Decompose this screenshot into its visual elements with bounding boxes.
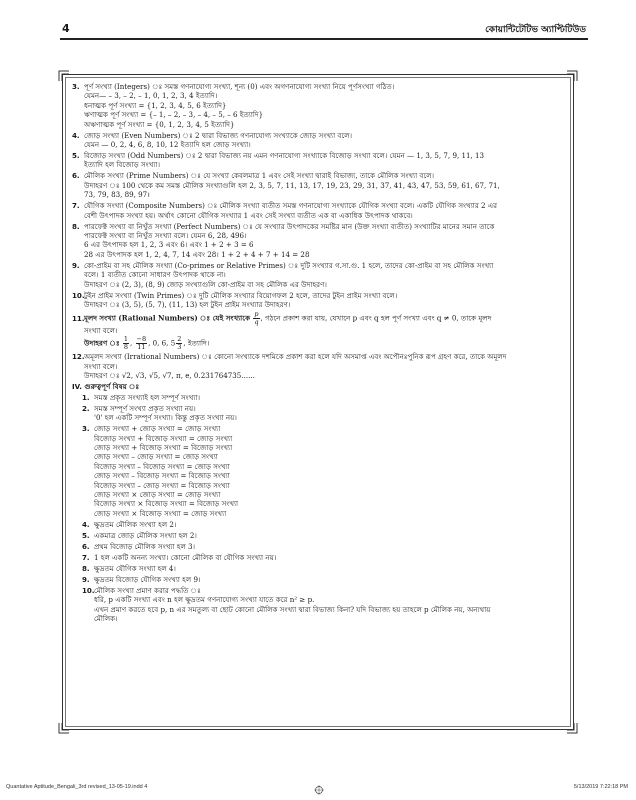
item-text: যেমন— – 3, – 2, – 1, 0, 1, 2, 3, 4 ইত্যাদি। [84, 91, 218, 101]
corner-ornament-top-left [58, 70, 70, 82]
item-text: প্রথম বিজোড় মৌলিক সংখ্যা হল 3। [94, 541, 196, 551]
item-text: ঋণাত্মক পূর্ণ সংখ্যা = {– 1, – 2, – 3, – 4, – 5, – 6 ইত্যাদি} [84, 110, 264, 120]
list-item [82, 531, 566, 540]
item-number: 9. [72, 260, 80, 270]
corner-ornament-top-right [566, 70, 578, 82]
item-number: 8. [82, 563, 90, 573]
item-text: অমূলদ সংখ্যা (Irrational Numbers) ঃ কোনো সংখ্যাকে দশমিকে প্রকাশ করা হলে যদি অসমাপ্ত এবং অপৌনঃপুনিক রূপ গ্রহণ করে, তাকে অমূলদ [84, 352, 507, 362]
item-number: 7. [72, 201, 80, 211]
item-number: 11. [72, 313, 85, 323]
item-text: যেমন — 0, 2, 4, 6, 8, 10, 12 ইত্যাদি হল জোড় সংখ্যা। [84, 140, 251, 150]
item-text: মৌলিক। [94, 614, 118, 623]
list-item [82, 564, 566, 573]
item-text: এখন প্রমাণ করতে হবে p, n এর সমতুল্য বা ছোট কোনো মৌলিক সংখ্যা দ্বারা বিভাজ্য কিনা? যদি বিভাজ্য হয় তাহলে p মৌলিক নয়, অন্যথায় [94, 604, 491, 614]
item-text: ধরি, p একটি সংখ্যা এবং n হল ক্ষুদ্রতম গণনাযোগ্য সংখ্যা যাতে করে n² ≥ p. [94, 595, 315, 605]
list-item [82, 404, 566, 423]
running-head: কোয়ান্টিটেটিভ অ্যাপ্টিটিউড [485, 25, 586, 35]
list-item [82, 586, 566, 624]
item-number: 9. [82, 574, 90, 584]
item-text: সংখ্যা বলে। [84, 326, 118, 336]
item-text: সমস্ত প্রকৃত সংখ্যাই হল সম্পূর্ণ সংখ্যা। [94, 392, 201, 402]
item-text: ক্ষুদ্রতম মৌলিক সংখ্যা হল 2। [94, 519, 177, 529]
item-text: ইত্যাদি হল বিজোড় সংখ্যা। [84, 160, 161, 170]
item-number: 5. [72, 151, 80, 161]
item-text: পারফেক্ট সংখ্যা বা নিখুঁত সংখ্যা (Perfect Numbers) ঃ যে সংখ্যার উৎপাদকের সমষ্টির মান (উক্ত সংখ্যা ব্যতীত) সংখ্যাটির মানের সমান তাকে [84, 221, 495, 231]
item-text: '0' হল একটি সম্পূর্ণ সংখ্যা। কিন্তু প্রকৃত সংখ্যা নয়। [94, 413, 237, 423]
fraction-neg8-11: $\frac{-8}{11}$ [136, 334, 147, 351]
item-text: কো-প্রাইম বা সহ মৌলিক সংখ্যা (Co-primes or Relative Primes) ঃ দুটি সংখ্যার গ.সা.গু. 1 হলে, তাদের কো-প্রাইম বা সহ মৌলিক সংখ্যা [84, 260, 494, 270]
item-number: 8. [72, 221, 80, 231]
list-item [82, 553, 566, 562]
item-text: 28 এর উৎপাদক হল 1, 2, 4, 7, 14 এবং 28। 1 + 2 + 4 + 7 + 14 = 28 [84, 249, 310, 259]
item-text: পারফেক্ট সংখ্যা বা নিখুঁত সংখ্যা বলে। যেমন 6, 28, 496। [84, 231, 247, 241]
item-text: জোড় সংখ্যা – বিজোড় সংখ্যা = বিজোড় সংখ্যা [94, 471, 230, 481]
list-item [72, 171, 566, 199]
corner-ornament-bottom-right [566, 722, 578, 734]
item-text: বলে। 1 ব্যতীত কোনো সাধারণ উৎপাদক থাকে না। [84, 270, 226, 280]
item-text: জোড় সংখ্যা (Even Numbers) ঃ 2 দ্বারা বিভাজ্য গণনাযোগ্য সংখ্যাকে জোড় সংখ্যা বলে। [84, 130, 353, 140]
example-line: উদাহরণ ঃ √2, √3, √5, √7, π, e, 0.231764735...... [84, 370, 255, 380]
list-item [82, 520, 566, 529]
definitions-list [72, 82, 566, 310]
item-text: বিজোড় সংখ্যা × বিজোড় সংখ্যা = বিজোড় সংখ্যা [94, 499, 239, 509]
item-number: 10. [82, 585, 95, 595]
footer-timestamp: 5/13/2019 7:22:18 PM [573, 784, 628, 790]
list-item [82, 393, 566, 402]
definition-item-12 [72, 352, 566, 380]
item-text: 1 হল একটি অনন্য সংখ্যা। কোনো মৌলিক বা যৌগিক সংখ্যা নয়। [94, 552, 277, 562]
item-number: 5. [82, 530, 90, 540]
item-number: 10. [72, 290, 85, 300]
item-number: 2. [82, 403, 90, 413]
item-text: , গঠনে প্রকাশ করা যায়, যেখানে p এবং q হল পূর্ণ সংখ্যা এবং q ≠ 0, তাকে মূলদ [260, 313, 492, 323]
item-number: 3. [72, 82, 80, 91]
page-number: 4 [62, 22, 70, 35]
item-number: 3. [82, 424, 90, 434]
fraction-p-q: $\frac{p}{q}$ [254, 310, 259, 327]
item-text: ক্ষুদ্রতম যৌগিক সংখ্যা হল 4। [94, 563, 176, 573]
item-text: যৌগিক সংখ্যা (Composite Numbers) ঃ মৌলিক সংখ্যা ব্যতীত সমস্ত গণনাযোগ্য সংখ্যাকে যৌগিক সংখ্যা বলে। একটি যৌগিক সংখ্যার 2 এর [84, 201, 498, 211]
item-text: বিজোড় সংখ্যা – জোড় সংখ্যা = বিজোড় সংখ্যা [94, 480, 230, 490]
registration-mark-icon [314, 780, 324, 790]
list-item [82, 424, 566, 518]
item-text: সমস্ত সম্পূর্ণ সংখ্যা প্রকৃত সংখ্যা নয়। [94, 403, 196, 413]
item-text: সংখ্যা বলে। [84, 361, 118, 371]
item-text: মৌলিক সংখ্যা প্রমাণ করার পদ্ধতি ঃ [94, 585, 201, 595]
item-text: বিজোড় সংখ্যা – বিজোড় সংখ্যা = জোড় সংখ্যা [94, 461, 230, 471]
corner-ornament-bottom-left [58, 722, 70, 734]
item-text: বিজোড় সংখ্যা + বিজোড় সংখ্যা = জোড় সংখ্যা [94, 433, 233, 443]
fraction-1-8: $\frac{1}{8}$ [123, 334, 129, 351]
footer-file-info: Quantative Aptitude_Bengali_3rd revised_13-05-19.indd 4 [6, 784, 148, 790]
item-text: অঋণাত্মক পূর্ণ সংখ্যা = {0, 1, 2, 3, 4, 5 ইত্যাদি} [84, 119, 235, 129]
list-item [72, 131, 566, 150]
page-header [0, 0, 636, 44]
item-number: 7. [82, 552, 90, 562]
item-text: ক্ষুদ্রতম বিজোড় যৌগিক সংখ্যা হল 9। [94, 574, 201, 584]
list-item [82, 575, 566, 584]
list-item [72, 291, 566, 310]
item-text: 6 এর উৎপাদক হল 1, 2, 3 এবং 6। এবং 1 + 2 + 3 = 6 [84, 240, 254, 250]
item-text: বেশী উৎপাদক সংখ্যা হয়। অর্থাৎ কোনো যৌগিক সংখ্যার 1 এবং সেই সংখ্যা ব্যতীত এক বা একাধিক উৎপাদক থাকবে। [84, 210, 413, 220]
example-line: উদাহরণ ঃ $\frac{1}{8}$ , $\frac{-8}{11}$ , 0, 6, 5 $\frac{2}{3}$ , ইত্যাদি। [84, 334, 210, 351]
item-text: জোড় সংখ্যা + বিজোড় সংখ্যা = বিজোড় সংখ্যা [94, 442, 233, 452]
fraction-2-3: $\frac{2}{3}$ [177, 334, 182, 351]
list-item [72, 201, 566, 220]
item-number: 12. [72, 352, 85, 362]
item-text: মৌলিক সংখ্যা (Prime Numbers) ঃ যে সংখ্যা কেবলমাত্র 1 এবং সেই সংখ্যা দ্বারাই বিভাজ্য, তাকে মৌলিক সংখ্যা বলে। [84, 171, 435, 181]
item-text: ধনাত্মক পূর্ণ সংখ্যা = {1, 2, 3, 4, 5, 6 ইত্যাদি} [84, 100, 227, 110]
list-item [72, 82, 566, 129]
item-text: জোড় সংখ্যা × বিজোড় সংখ্যা = জোড় সংখ্যা [94, 508, 227, 518]
item-number: 6. [82, 541, 90, 551]
section-heading: IV. গুরুত্বপূর্ণ বিষয় ঃ [72, 382, 140, 392]
item-text: জোড় সংখ্যা – জোড় সংখ্যা = জোড় সংখ্যা [94, 452, 218, 462]
item-text: উদাহরণ ঃ (2, 3), (8, 9) জোড় সংখ্যাগুলি কো-প্রাইম বা সহ মৌলিক এর উদাহরণ। [84, 279, 327, 289]
list-item [82, 542, 566, 551]
item-text: জোড় সংখ্যা + জোড় সংখ্যা = জোড় সংখ্যা [94, 424, 221, 434]
item-text: 73, 79, 83, 89, 97। [84, 190, 150, 200]
item-text: উদাহরণ ঃ (3, 5), (5, 7), (11, 13) হল টুইন প্রাইম সংখ্যার উদাহরণ। [84, 300, 291, 310]
item-number: 4. [72, 130, 80, 140]
item-text: একমাত্র জোড় মৌলিক সংখ্যা হল 2। [94, 530, 197, 540]
header-rule [60, 38, 588, 40]
item-text: বিজোড় সংখ্যা (Odd Numbers) ঃ 2 দ্বারা বিভাজ্য নয় এমন গণনাযোগ্য সংখ্যাকে বিজোড় সংখ্যা বলে। যেমন — 1, 3, 5, 7, 9, 11, 13 [84, 151, 485, 161]
list-item [72, 222, 566, 260]
item-text: জোড় সংখ্যা × জোড় সংখ্যা = জোড় সংখ্যা [94, 489, 221, 499]
item-number: 6. [72, 171, 80, 181]
important-points-list [72, 393, 566, 624]
definition-item-11 [72, 311, 566, 350]
item-text: টুইন প্রাইম সংখ্যা (Twin Primes) ঃ দুটি মৌলিক সংখ্যার বিয়োগফল 2 হলে, তাদের টুইন প্রাইম সংখ্যা বলে। [84, 290, 398, 300]
list-item [72, 151, 566, 170]
item-text: পূর্ণ সংখ্যা (Integers) ঃ সমস্ত গণনাযোগ্য সংখ্যা, শূন্য (0) এবং অগণনাযোগ্য সংখ্যা নিয়ে পূর্ণসংখ্যা গঠিত। [84, 82, 395, 91]
item-text: মূলদ সংখ্যা (Rational Numbers) ঃ যেই সংখ্যাকে [84, 313, 251, 323]
page-content [72, 82, 566, 722]
item-number: 1. [82, 392, 90, 402]
item-number: 4. [82, 519, 90, 529]
item-text: উদাহরণ ঃ 100 থেকে কম সমস্ত মৌলিক সংখ্যাগুলি হল 2, 3, 5, 7, 11, 13, 17, 19, 23, 29, 31, 37, 41, 43, 47, 53, 59, 61, 67, 71, [84, 180, 500, 190]
list-item [72, 261, 566, 289]
